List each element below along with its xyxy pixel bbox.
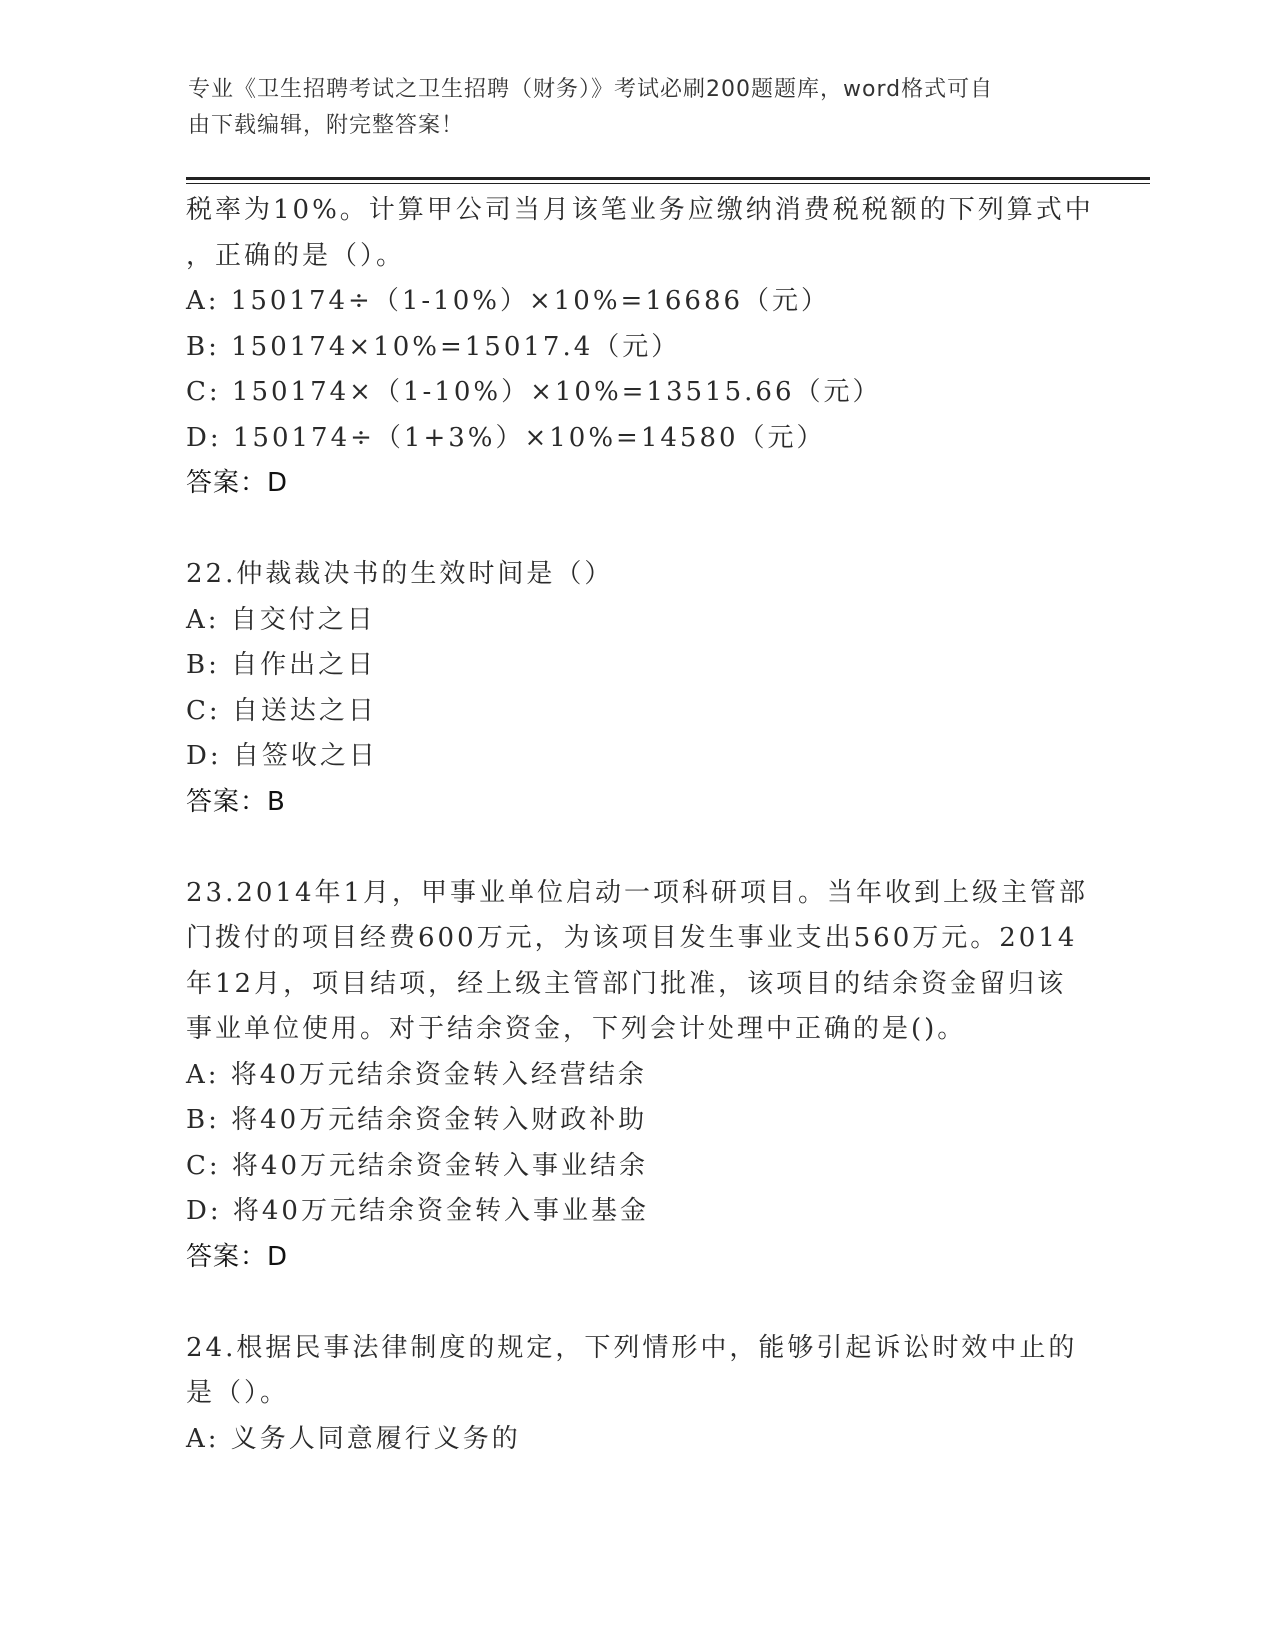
question-stem: 24.根据民事法律制度的规定，下列情形中，能够引起诉讼时效中止的 bbox=[186, 1332, 1078, 1363]
header-title-line-1: 专业《卫生招聘考试之卫生招聘（财务）》考试必刷200题题库，word格式可自 bbox=[188, 77, 994, 102]
answer-line: 答案：D bbox=[186, 468, 289, 498]
header-title-line-2: 由下载编辑，附完整答案！ bbox=[188, 113, 465, 138]
option-b: B: 150174×10%=15017.4（元） bbox=[186, 331, 681, 362]
answer-line: 答案：D bbox=[186, 1241, 289, 1272]
question-block bbox=[186, 871, 1089, 1281]
header-divider-thin bbox=[186, 183, 1150, 184]
question-stem: ，正确的是（）。 bbox=[186, 240, 406, 271]
document-header bbox=[188, 72, 1068, 144]
option-a: A: 将40万元结余资金转入经营结余 bbox=[186, 1059, 647, 1090]
option-c: C: 150174×（1-10%）×10%=13515.66（元） bbox=[186, 377, 882, 407]
header-divider-thick bbox=[186, 177, 1150, 180]
spacer bbox=[186, 507, 1086, 553]
answer-line: 答案：B bbox=[186, 786, 286, 817]
question-stem: 年12月，项目结项，经上级主管部门批准，该项目的结余资金留归该 bbox=[186, 968, 1067, 999]
question-stem: 23.2014年1月，甲事业单位启动一项科研项目。当年收到上级主管部 bbox=[186, 877, 1089, 908]
question-stem: 门拨付的项目经费600万元，为该项目发生事业支出560万元。2014 bbox=[186, 923, 1078, 953]
option-b: B: 自作出之日 bbox=[186, 650, 377, 680]
option-b: B: 将40万元结余资金转入财政补助 bbox=[186, 1105, 648, 1135]
question-stem: 税率为10%。计算甲公司当月该笔业务应缴纳消费税税额的下列算式中 bbox=[186, 195, 1094, 225]
question-block bbox=[186, 552, 1086, 825]
question-stem: 是（）。 bbox=[186, 1378, 290, 1408]
question-stem: 事业单位使用。对于结余资金，下列会计处理中正确的是()。 bbox=[186, 1014, 967, 1044]
spacer bbox=[186, 1280, 1086, 1326]
option-c: C: 自送达之日 bbox=[186, 695, 377, 726]
question-stem: 22.仲裁裁决书的生效时间是（） bbox=[186, 559, 614, 589]
option-c: C: 将40万元结余资金转入事业结余 bbox=[186, 1150, 649, 1181]
option-d: D: 将40万元结余资金转入事业基金 bbox=[186, 1196, 649, 1226]
question-block bbox=[186, 188, 1094, 507]
option-d: D: 自签收之日 bbox=[186, 741, 378, 771]
question-block bbox=[186, 1326, 1086, 1463]
option-a: A: 义务人同意履行义务的 bbox=[186, 1423, 521, 1454]
option-a: A: 自交付之日 bbox=[186, 604, 376, 635]
option-d: D: 150174÷（1+3%）×10%=14580（元） bbox=[186, 422, 826, 453]
question-list bbox=[186, 188, 1094, 1462]
option-a: A: 150174÷（1-10%）×10%=16686（元） bbox=[186, 286, 831, 316]
spacer bbox=[186, 825, 1086, 871]
